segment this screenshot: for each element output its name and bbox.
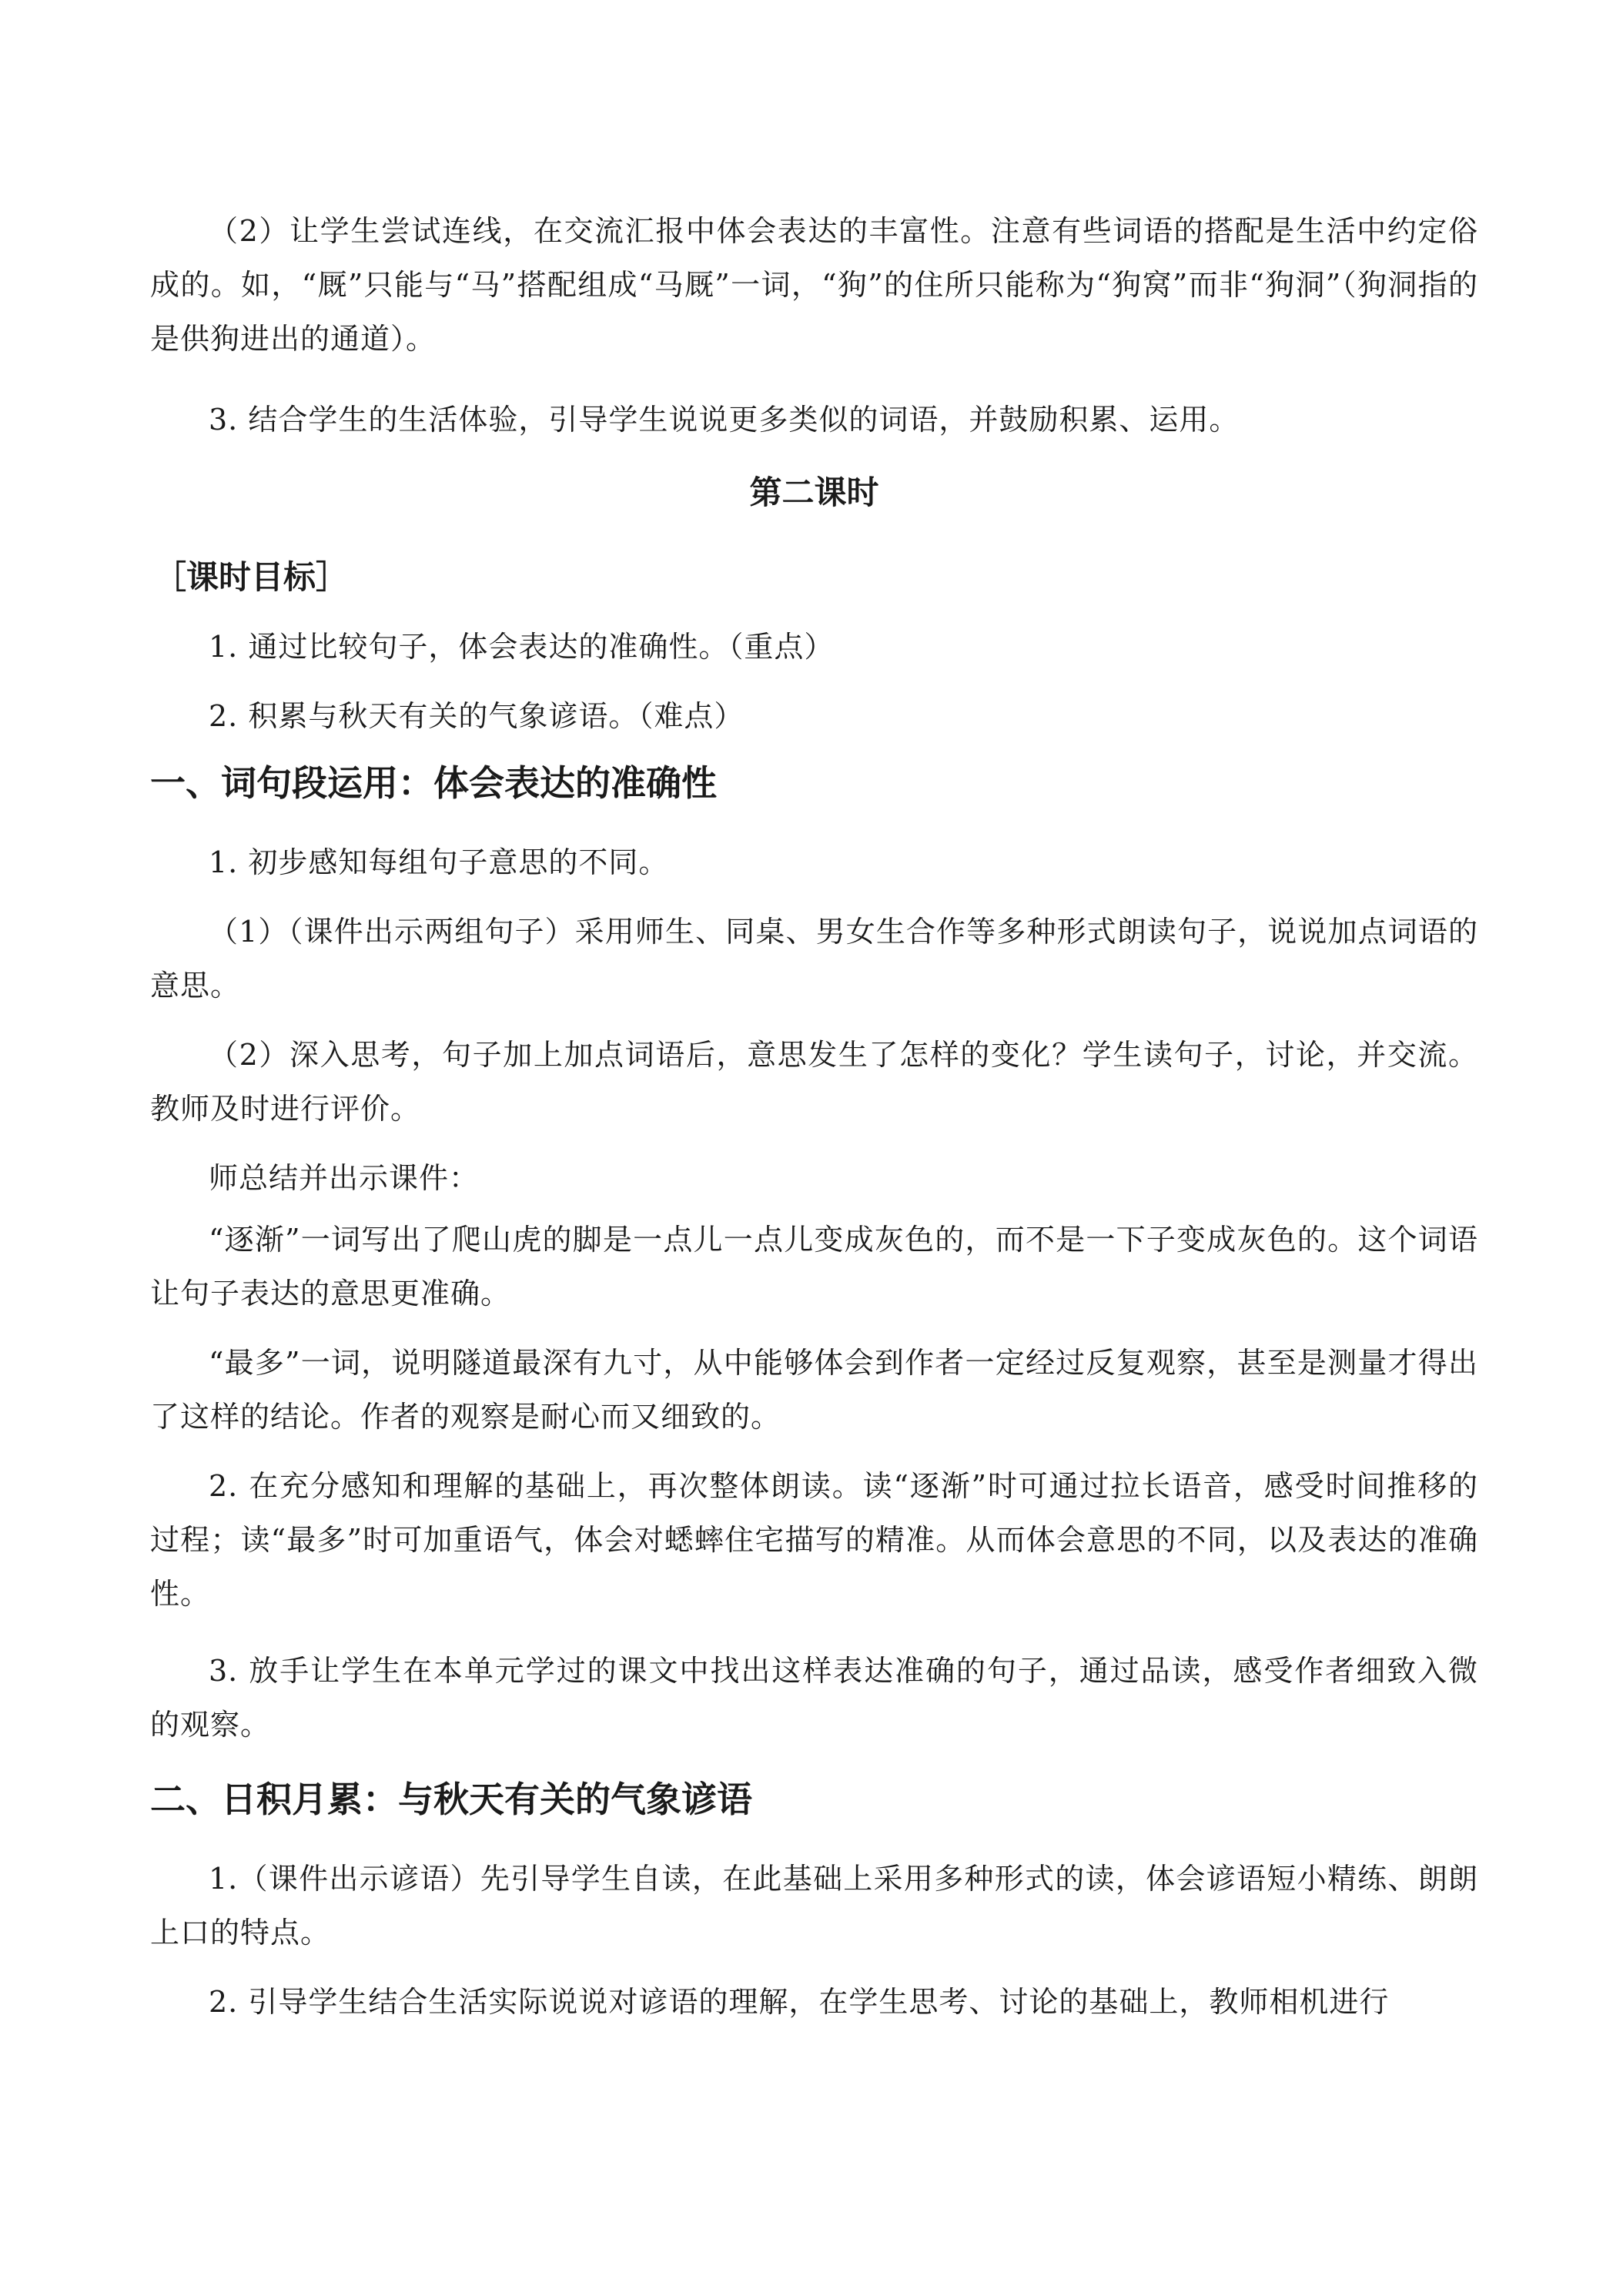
paragraph-block	[150, 393, 1478, 447]
section-heading: 二、日积月累：与秋天有关的气象谚语	[150, 1779, 752, 1820]
goal-item	[150, 620, 1478, 674]
paragraph: （2）让学生尝试连线，在交流汇报中体会表达的丰富性。注意有些词语的搭配是生活中约定俗成的。如，“厩”只能与“马”搭配组成“马厩”一词，“狗”的住所只能称为“狗窝”而非“狗洞”（狗洞指的是供狗进出的通道）。	[150, 214, 1478, 356]
paragraph: “逐渐”一词写出了爬山虎的脚是一点儿一点儿变成灰色的，而不是一下子变成灰色的。这个词语让句子表达的意思更准确。	[150, 1223, 1478, 1310]
goal-item	[150, 689, 1478, 743]
paragraph: 3. 放手让学生在本单元学过的课文中找出这样表达准确的句子，通过品读，感受作者细致入微的观察。	[150, 1654, 1478, 1742]
section-heading: 一、词句段运用：体会表达的准确性	[150, 762, 717, 804]
paragraph-block	[150, 1975, 1478, 2029]
paragraph-block	[150, 1644, 1478, 1752]
paragraph: （1）（课件出示两组句子）采用师生、同桌、男女生合作等多种形式朗读句子，说说加点词语的意思。	[150, 915, 1478, 1002]
paragraph-block	[150, 1028, 1478, 1136]
paragraph-block	[150, 1852, 1478, 1960]
paragraph: 2. 在充分感知和理解的基础上，再次整体朗读。读“逐渐”时可通过拉长语音，感受时间推移的过程；读“最多”时可加重语气，体会对蟋蟀住宅描写的精准。从而体会意思的不同，以及表达的准确性。	[150, 1469, 1478, 1611]
paragraph: 师总结并出示课件：	[209, 1161, 480, 1195]
goal-text: 1. 通过比较句子，体会表达的准确性。（重点）	[209, 630, 835, 664]
paragraph-block	[150, 1151, 1478, 1205]
paragraph: 1. 初步感知每组句子意思的不同。	[209, 845, 669, 879]
paragraph-block	[150, 905, 1478, 1012]
paragraph-block	[150, 204, 1478, 366]
paragraph: （2）深入思考，句子加上加点词语后，意思发生了怎样的变化？学生读句子，讨论，并交流。教师及时进行评价。	[150, 1038, 1478, 1126]
paragraph-block	[150, 1459, 1478, 1621]
paragraph-block	[150, 835, 1478, 889]
goal-text: 2. 积累与秋天有关的气象谚语。（难点）	[209, 699, 745, 733]
paragraph-block	[150, 1213, 1478, 1320]
paragraph: “最多”一词，说明隧道最深有九寸，从中能够体会到作者一定经过反复观察，甚至是测量才得出了这样的结论。作者的观察是耐心而又细致的。	[150, 1346, 1478, 1434]
paragraph-block	[150, 1336, 1478, 1444]
paragraph: 2. 引导学生结合生活实际说说对谚语的理解，在学生思考、讨论的基础上，教师相机进行	[209, 1985, 1390, 2019]
goals-heading: ［课时目标］	[154, 558, 349, 596]
paragraph: 1.（课件出示谚语）先引导学生自读，在此基础上采用多种形式的读，体会谚语短小精练、朗朗上口的特点。	[150, 1862, 1478, 1950]
lesson-title: 第二课时	[749, 474, 879, 511]
paragraph: 3. 结合学生的生活体验，引导学生说说更多类似的词语，并鼓励积累、运用。	[209, 403, 1240, 437]
